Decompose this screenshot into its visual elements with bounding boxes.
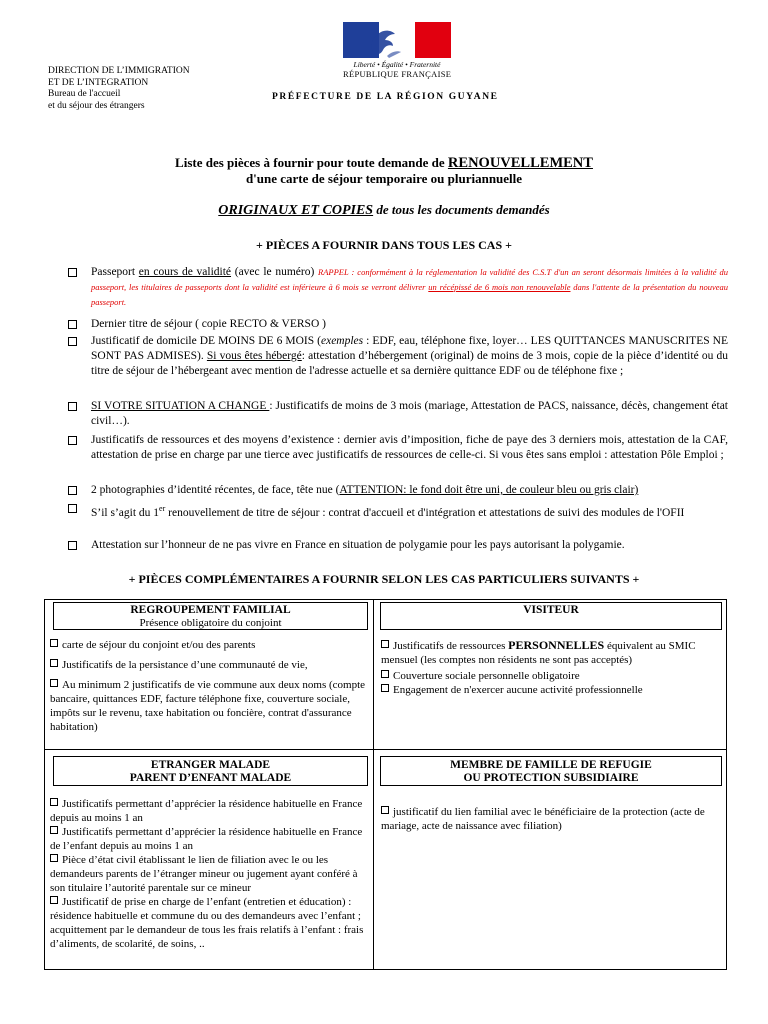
text-part: : EDF, eau, téléphone fixe, loyer… LES QUITTANCES MANUSCRITES NE SONT PAS ADMISES).: [91, 335, 728, 362]
text-underlined: Si vous êtes hébergé: [206, 350, 302, 362]
item-photos: [68, 483, 728, 498]
item-domicile: [68, 334, 728, 379]
title-emphasis: RENOUVELLEMENT: [447, 155, 593, 171]
text-italic: exemples: [320, 335, 364, 347]
list-item-text: Couverture sociale personnelle obligatoire: [393, 670, 580, 682]
list-item: [381, 638, 721, 667]
checkbox-small[interactable]: [50, 896, 58, 904]
item-text: [91, 483, 728, 498]
malade-content: [50, 797, 368, 951]
item-text: [91, 399, 728, 429]
checkbox-small[interactable]: [50, 826, 58, 834]
list-item-text: Justificatifs de ressources: [393, 640, 509, 652]
section-special-cases-heading: + PIÈCES COMPLÉMENTAIRES A FOURNIR SELON LES CAS PARTICULIERS SUIVANTS +: [128, 572, 640, 586]
text-underlined: ATTENTION: le fond doit être uni, de couleur bleu ou gris clair): [339, 484, 639, 496]
item-text: Dernier titre de séjour ( copie RECTO & VERSO ): [91, 318, 326, 330]
text-part: renouvellement de titre de séjour : contrat d'accueil et d'intégration et attestations de suivi des modules de l'OFII: [165, 506, 685, 519]
checkbox-small[interactable]: [381, 684, 389, 692]
checkbox-small[interactable]: [381, 806, 389, 814]
table-divider-horizontal: [44, 749, 727, 750]
list-item-text: justificatif du lien familial avec le bénéficiaire de la protection (acte de mariage, acte de naissance avec filiation): [381, 806, 705, 832]
list-item: [50, 638, 368, 652]
list-item-text: Justificatifs permettant d’apprécier la résidence habituelle en France depuis au moins 1 an: [50, 798, 363, 824]
list-item-text: carte de séjour du conjoint et/ou des parents: [62, 639, 256, 651]
list-item: [50, 895, 368, 951]
list-item-text: Justificatif de prise en charge de l’enfant (entretien et éducation) : résidence habituelle et commune du ou des demandeurs avec l’enfant ; acquittement par le demandeur de tous les frais relatifs à l’enfant : frais d’aliments, de scolarité, de soins, ..: [50, 896, 364, 950]
visiteur-title: VISITEUR: [523, 604, 579, 616]
refugie-content: [381, 805, 721, 833]
visiteur-content: [381, 638, 721, 697]
malade-title-line2: PARENT D’ENFANT MALADE: [129, 772, 292, 784]
regroupement-heading: [53, 602, 368, 630]
text-part: 2 photographies d’identité récentes, de face, tête nue (: [91, 484, 340, 496]
text-part: : attestation d’hébergement (original) de moins de 3 mois, copie de la pièce d’identité ou du titre de séjour de l’hébergeant avec mention de l'adresse actuelle et sa dernière quittance EDF ou de téléphone fixe ;: [91, 350, 728, 377]
item-passport: [68, 265, 728, 310]
regroupement-content: [50, 638, 368, 736]
republic-motto: Liberté • Égalité • Fraternité: [353, 60, 441, 69]
rappel-end: dans l'attente de la présentation du nouveau passeport.: [91, 282, 729, 307]
checkbox[interactable]: [68, 486, 77, 495]
item-text: [91, 501, 728, 521]
list-item-text: Justificatifs permettant d’apprécier la résidence habituelle en France de l’enfant depuis au moins 1 an: [50, 826, 363, 852]
regroupement-subtitle: Présence obligatoire du conjoint: [139, 617, 282, 629]
refugie-title-line2: OU PROTECTION SUBSIDIAIRE: [463, 772, 639, 784]
superscript: er: [159, 504, 166, 513]
list-item-text: Engagement de n'exercer aucune activité professionnelle: [393, 684, 643, 696]
text-part: S’il s’agit du 1: [91, 506, 160, 519]
item-text: [91, 265, 728, 310]
document-title-line1: [0, 155, 768, 172]
document-title-line2: d'une carte de séjour temporaire ou pluriannuelle: [245, 171, 523, 186]
list-item: [381, 805, 721, 833]
refugie-heading: [380, 756, 722, 786]
list-item: [50, 658, 368, 672]
title-prefix: Liste des pièces à fournir pour toute demande de: [175, 155, 448, 170]
direction-line: Bureau de l'accueil: [48, 89, 121, 99]
item-situation: [68, 399, 728, 429]
marianne-flag-icon: [343, 22, 451, 58]
list-item: [50, 797, 368, 825]
checkbox[interactable]: [68, 541, 77, 550]
table-divider-vertical: [373, 599, 374, 970]
list-item: [381, 669, 721, 683]
rappel-text: RAPPEL : conformément à la réglementation la validité des C.S.T d'un an seront désormais limitées à la validité du passeport, les titulaires de passeports dont la validité est inférieure à 6 mois se verront délivrer: [91, 267, 728, 292]
direction-line: ET DE L’INTEGRATION: [48, 77, 149, 88]
checkbox-small[interactable]: [381, 670, 389, 678]
list-item: [381, 683, 721, 697]
checkbox[interactable]: [68, 402, 77, 411]
text-part: Justificatif de domicile DE MOINS DE 6 MOIS (: [91, 335, 321, 347]
list-item: [50, 678, 368, 734]
visiteur-heading: [380, 602, 722, 630]
item-text: Justificatifs de ressources et des moyens d’existence : dernier avis d’imposition, fiche de paye des 3 derniers mois, attestation de la CAF, attestation de prise en charge par une tierce avec justificatifs de ressources de celle-ci. Si vous êtes sans emploi : attestation Pôle Emploi ;: [91, 434, 728, 461]
list-item-text: Justificatifs de la persistance d’une communauté de vie,: [62, 659, 308, 671]
republic-name: RÉPUBLIQUE FRANÇAISE: [343, 69, 452, 79]
checkbox[interactable]: [68, 320, 77, 329]
republique-logo: [343, 22, 451, 79]
checkbox-small[interactable]: [50, 639, 58, 647]
checkbox[interactable]: [68, 436, 77, 445]
malade-title-line1: ETRANGER MALADE: [150, 759, 271, 771]
list-item: [50, 853, 368, 895]
checkbox-small[interactable]: [50, 679, 58, 687]
prefecture-title: PRÉFECTURE DE LA RÉGION GUYANE: [272, 92, 499, 102]
item-ressources: [68, 433, 728, 463]
text-part: Passeport: [91, 266, 139, 278]
list-item-text: équivalent au SMIC mensuel (les comptes non résidents ne sont pas acceptés): [381, 640, 696, 666]
checkbox-small[interactable]: [381, 640, 389, 648]
refugie-title-line1: MEMBRE DE FAMILLE DE REFUGIE: [450, 759, 652, 771]
item-polygamie: [68, 538, 728, 553]
item-ofii: [68, 501, 728, 521]
text-part: : Justificatifs de moins de 3 mois (mariage, Attestation de PACS, naissance, décès, changement état civil…).: [91, 400, 728, 427]
list-item-text: Pièce d’état civil établissant le lien de filiation avec le ou les demandeurs parents de l’étranger mineur ou jugement ayant conféré à son titulaire l’autorité parentale sur ce mineur: [50, 854, 358, 894]
document-title-line3: [0, 202, 768, 219]
direction-block: [48, 66, 190, 112]
list-item-text: Au minimum 2 justificatifs de vie commune aux deux noms (compte bancaire, quittances EDF, facture téléphone fixe, couverture sociale, impôts sur le revenu, taxe habitation ou foncière, contrat d'assurance habitation): [50, 679, 366, 733]
direction-line: DIRECTION DE L’IMMIGRATION: [48, 66, 190, 76]
item-dernier-titre: [68, 317, 728, 332]
recepisse-text: un récépissé de 6 mois non renouvelable: [428, 282, 571, 292]
text-part: (avec le numéro): [231, 266, 319, 278]
checkbox-small[interactable]: [50, 659, 58, 667]
text-underlined: SI VOTRE SITUATION A CHANGE: [91, 400, 270, 412]
originaux-rest: de tous les documents demandés: [373, 202, 550, 217]
checkbox[interactable]: [68, 337, 77, 346]
checkbox[interactable]: [68, 504, 77, 513]
checkbox-small[interactable]: [50, 798, 58, 806]
checkbox-small[interactable]: [50, 854, 58, 862]
item-text: Attestation sur l’honneur de ne pas vivre en France en situation de polygamie pour les pays autorisant la polygamie.: [91, 539, 625, 551]
list-item: [50, 825, 368, 853]
text-underlined: en cours de validité: [138, 266, 232, 278]
checkbox[interactable]: [68, 268, 77, 277]
item-text: [91, 334, 728, 379]
section-all-cases-heading: + PIÈCES A FOURNIR DANS TOUS LES CAS +: [256, 238, 512, 252]
regroupement-title: REGROUPEMENT FAMILIAL: [130, 604, 291, 616]
malade-heading: [53, 756, 368, 786]
originaux-emphasis: ORIGINAUX ET COPIES: [218, 203, 374, 218]
list-item-emphasis: PERSONNELLES: [508, 638, 605, 652]
direction-line: et du séjour des étrangers: [48, 100, 145, 111]
